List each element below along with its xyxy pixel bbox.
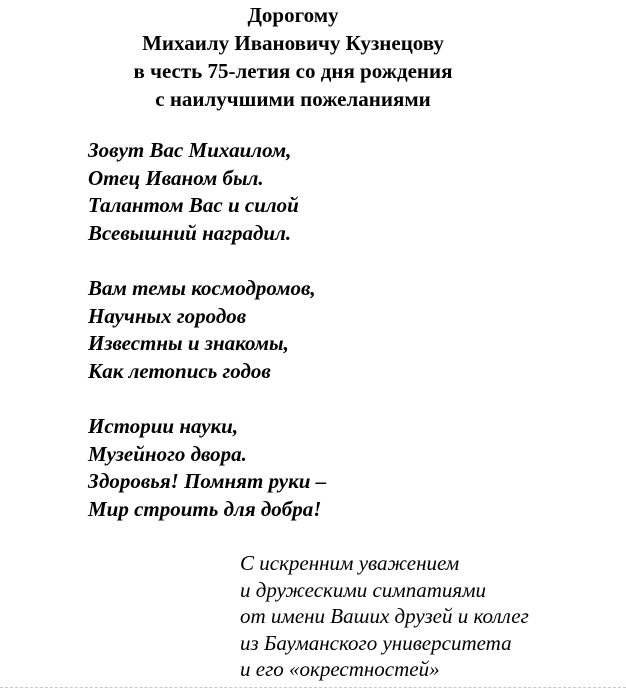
poem-line: Истории науки, bbox=[88, 413, 239, 438]
dedication-line-1: Дорогому bbox=[247, 3, 339, 27]
dedication-line-2: Михаилу Ивановичу Кузнецову bbox=[142, 31, 444, 55]
dedication-header bbox=[0, 1, 586, 113]
poem-line: Вам темы космодромов, bbox=[88, 275, 316, 300]
signature-line: и дружескими симпатиями bbox=[240, 577, 487, 602]
poem-line: Всевышний наградил. bbox=[88, 220, 292, 245]
poem-line: Известны и знакомы, bbox=[88, 331, 289, 356]
poem-stanza-1 bbox=[88, 137, 326, 247]
poem-line: Талантом Вас и силой bbox=[88, 193, 299, 218]
signature-block bbox=[240, 550, 529, 683]
dedication-line-3: в честь 75-летия со дня рождения bbox=[133, 59, 453, 83]
poem-line: Отец Иваном был. bbox=[88, 165, 264, 190]
signature-line: С искренним уважением bbox=[240, 551, 460, 575]
dedication-line-4: с наилучшими пожеланиями bbox=[155, 87, 431, 111]
poem bbox=[88, 137, 326, 523]
poem-line: Музейного двора. bbox=[88, 441, 247, 466]
poem-stanza-3 bbox=[88, 413, 326, 523]
poem-line: Здоровья! Помнят руки – bbox=[88, 469, 327, 494]
poem-stanza-2 bbox=[88, 275, 326, 385]
signature-line: от имени Ваших друзей и коллег bbox=[240, 604, 529, 628]
signature-line: и его «окрестностей» bbox=[240, 657, 440, 681]
poem-line: Научных городов bbox=[88, 303, 247, 328]
poem-line: Как летопись годов bbox=[88, 358, 271, 383]
signature-line: из Бауманского университета bbox=[240, 630, 512, 655]
page-bottom-divider bbox=[0, 687, 626, 688]
poem-line: Зовут Вас Михаилом, bbox=[88, 138, 292, 162]
poem-line: Мир строить для добра! bbox=[88, 496, 322, 521]
